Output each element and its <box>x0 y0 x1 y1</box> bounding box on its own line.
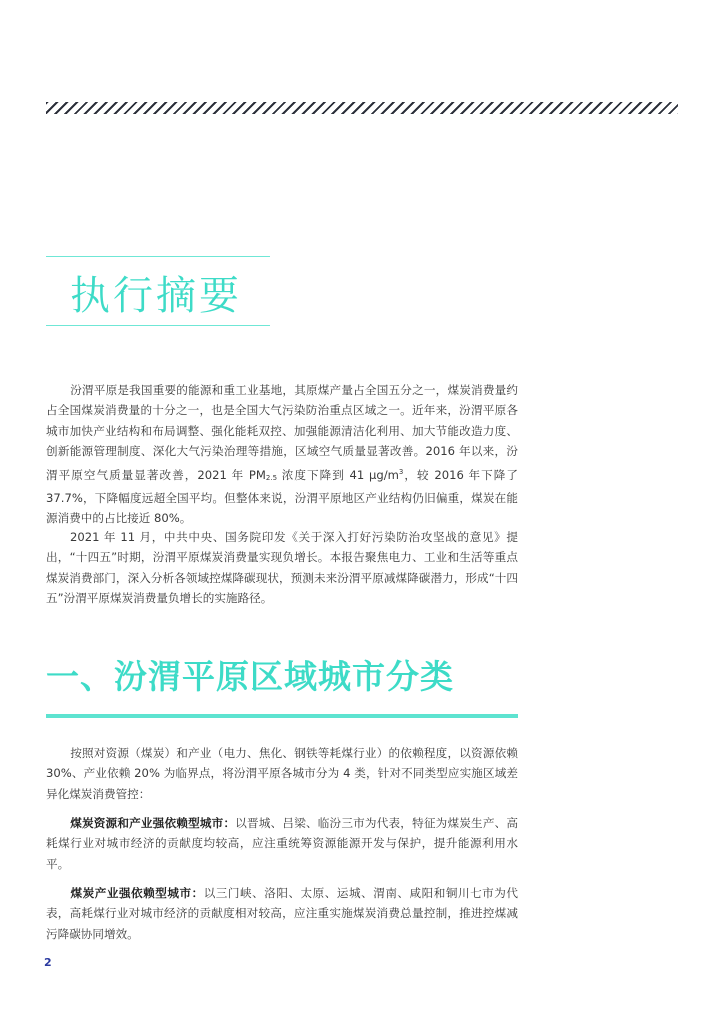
title-top-rule <box>46 256 270 257</box>
section-title-underline <box>46 714 518 718</box>
summary-paragraph-2: 2021 年 11 月，中共中央、国务院印发《关于深入打好污染防治攻坚战的意见》提出，“十四五”时期，汾渭平原煤炭消费量实现负增长。本报告聚焦电力、工业和生活等重点煤炭消费部门，深入分析各领域控煤降碳现状，预测未来汾渭平原减煤降碳潜力，形成“十四五”汾渭平原煤炭消费量负增长的实施路径。 <box>46 530 518 606</box>
page-number: 2 <box>44 956 52 969</box>
classification-intro-paragraph: 按照对资源（煤炭）和产业（电力、焦化、钢铁等耗煤行业）的依赖程度，以资源依赖 30%、产业依赖 20% 为临界点，将汾渭平原各城市分为 4 类，针对不同类型应实施区域差异化煤炭消费管控： <box>46 746 518 801</box>
section-title-city-classification: 一、汾渭平原区域城市分类 <box>46 657 454 696</box>
title-bottom-rule <box>46 325 270 326</box>
classification-type-1-paragraph: 煤炭资源和产业强依赖型城市：以晋城、吕梁、临汾三市为代表，特征为煤炭生产、高耗煤行业对城市经济的贡献度均较高，应注重统筹资源能源开发与保护，提升能源利用水平。 <box>46 816 518 871</box>
type-2-label: 煤炭产业强依赖型城市： <box>70 886 204 900</box>
classification-type-2-paragraph: 煤炭产业强依赖型城市：以三门峡、洛阳、太原、运城、渭南、咸阳和铜川七市为代表，高耗煤行业对城市经济的贡献度相对较高，应注重实施煤炭消费总量控制，推进控煤减污降碳协同增效。 <box>46 886 518 941</box>
executive-summary-title: 执行摘要 <box>70 273 242 319</box>
summary-paragraph-1: 汾渭平原是我国重要的能源和重工业基地，其原煤产量占全国五分之一，煤炭消费量约占全国煤炭消费量的十分之一，也是全国大气污染防治重点区域之一。近年来，汾渭平原各城市加快产业结构和布局调整、强化能耗双控、加强能源清洁化利用、加大节能改造力度、创新能源管理制度、深化大气污染治理等措施，区域空气质量显著改善。2016 年以来，汾渭平原空气质量显著改善，2021 年 $PM_{2.5}$ 浓度下降到 41 $\mu g/m^3$，较 2016 年下降了 37.7%，下降幅度远超全国平均。但整体来说，汾渭平原地区产业结构仍旧偏重，煤炭在能源消费中的占比接近 80%。 <box>46 383 518 526</box>
decorative-hatch-band <box>46 102 678 114</box>
type-1-label: 煤炭资源和产业强依赖型城市： <box>70 816 236 830</box>
